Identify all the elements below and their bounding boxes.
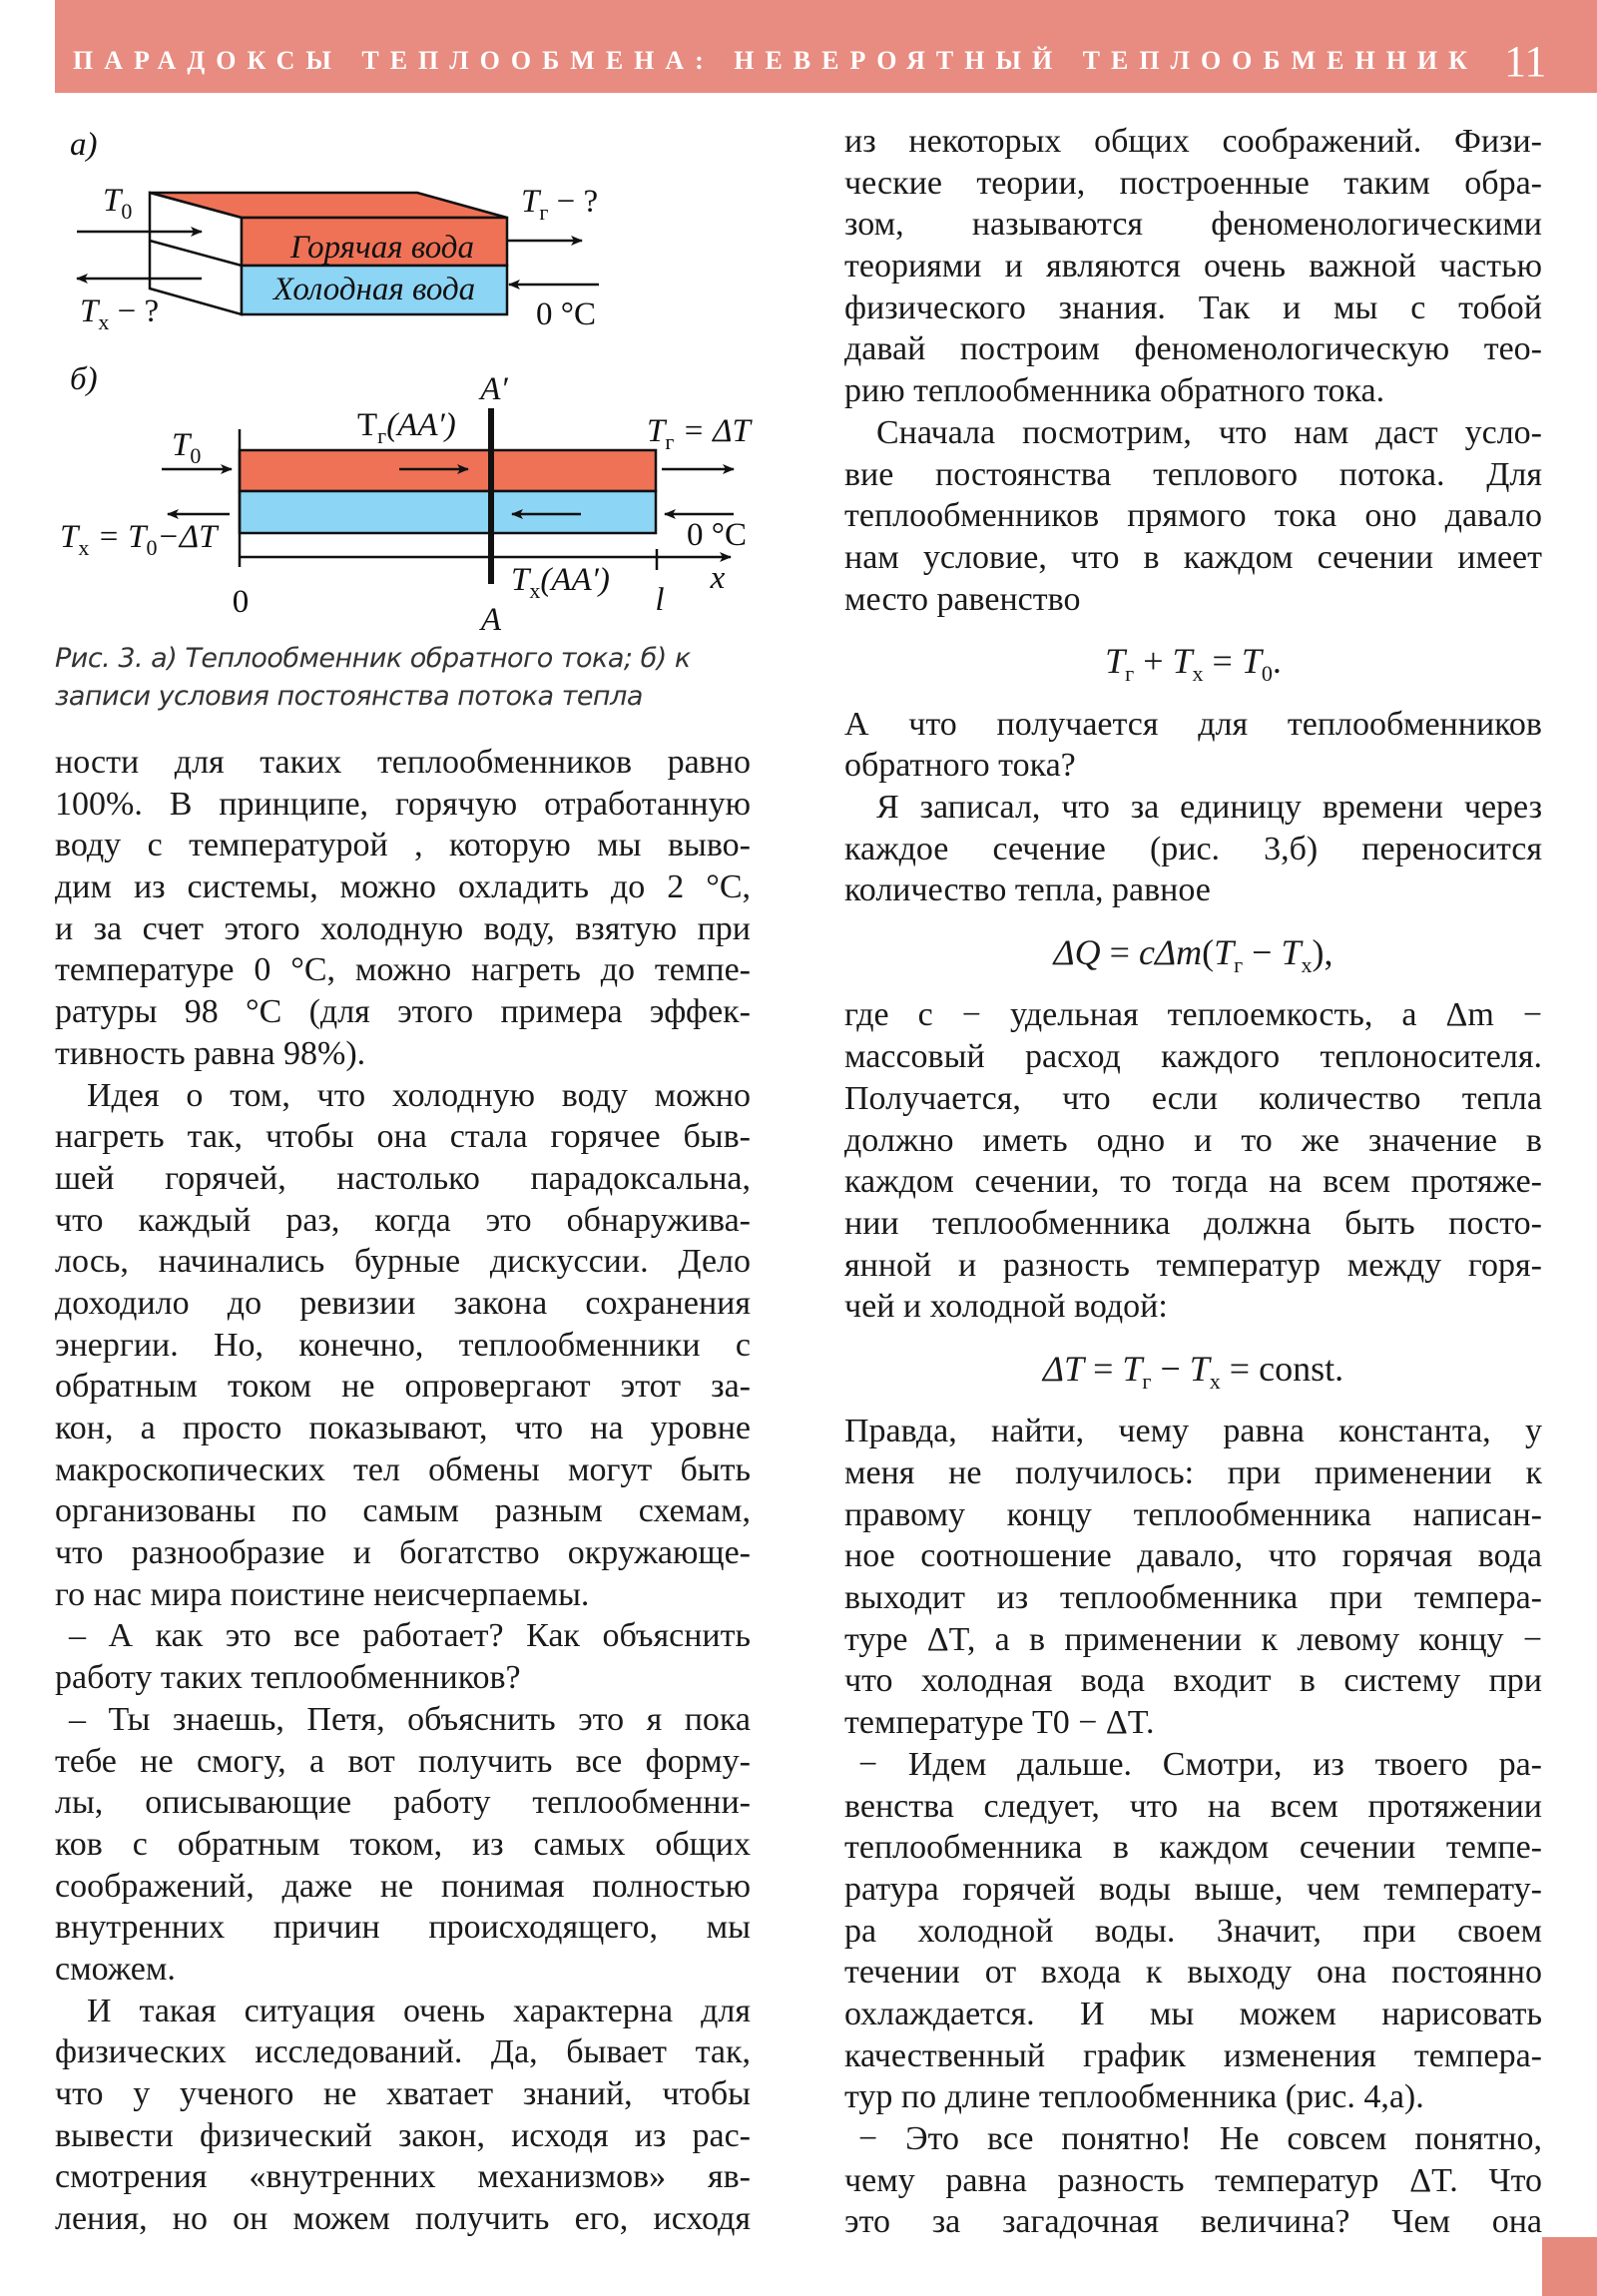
formula-part: 0 bbox=[1261, 661, 1273, 687]
text-line: лы, описывающие работу теплообменни- bbox=[55, 1784, 751, 1822]
formula-part: + bbox=[1134, 641, 1173, 682]
left-text-column bbox=[55, 742, 751, 2240]
text-line: шей горячей, настолько парадоксальна, bbox=[55, 1159, 751, 1197]
x-axis-label: x bbox=[710, 560, 726, 596]
formula-part: ΔQ bbox=[1053, 932, 1101, 973]
text-line: ности для таких теплообменников равно bbox=[55, 744, 751, 781]
text-line: ческие теории, построенные таким обра- bbox=[844, 164, 1542, 202]
text-line: что разнообразие и богатство окружающе- bbox=[55, 1534, 751, 1572]
formula-part: T bbox=[1122, 1348, 1143, 1389]
text-line: охлаждается. И мы можем нарисовать bbox=[844, 1995, 1542, 2032]
corner-decoration bbox=[1542, 2237, 1597, 2296]
text-line: вие постоянства теплового потока. Для bbox=[844, 455, 1542, 493]
formula-part: г bbox=[1142, 1368, 1152, 1394]
cold-water-channel bbox=[240, 491, 656, 533]
text-line: чему равна разность температур ΔT. Что bbox=[844, 2161, 1542, 2199]
figure-a-label: а) bbox=[70, 127, 98, 163]
text-line: тебе не смогу, а вот получить все форму- bbox=[55, 1742, 751, 1780]
text-line: дим из системы, можно охладить до 2 °С, bbox=[55, 868, 751, 906]
text-line: теплообменника в каждом сечении темпе- bbox=[844, 1829, 1542, 1867]
text-line: нам условие, что в каждом сечении имеет bbox=[844, 538, 1542, 576]
text-line: туре ΔT, а в применении к левому концу − bbox=[844, 1620, 1542, 1658]
header-title: ПАРАДОКСЫ ТЕПЛООБМЕНА: НЕВЕРОЯТНЫЙ ТЕПЛООБМЕННИК bbox=[73, 46, 1478, 75]
text-line: физических исследований. Да, бывает так, bbox=[55, 2033, 751, 2071]
formula-part: = const. bbox=[1220, 1348, 1344, 1389]
text-line: работу таких теплообменников? bbox=[55, 1659, 521, 1697]
hot-section-label: $T_г(AA')$ bbox=[357, 407, 456, 448]
text-line: вывести физический закон, исходя из рас- bbox=[55, 2116, 751, 2154]
formula-part: ), bbox=[1312, 932, 1333, 973]
text-line: тур по длине теплообменника (рис. 4,а). bbox=[844, 2078, 1424, 2116]
text-line: макроскопических тел обмены могут быть bbox=[55, 1450, 751, 1488]
text-line: венства следует, что на всем протяжении bbox=[844, 1787, 1542, 1825]
text-line: меня не получилось: при применении к bbox=[844, 1454, 1542, 1492]
a-prime-label: A′ bbox=[480, 371, 508, 407]
text-line: сможем. bbox=[55, 1950, 176, 1988]
cold-in-label: 0 °C bbox=[687, 517, 747, 553]
text-line: чей и холодной водой: bbox=[844, 1288, 1168, 1326]
text-line: что каждый раз, когда это обнаружива- bbox=[55, 1201, 751, 1239]
text-line: давай построим феноменологическую тео- bbox=[844, 330, 1542, 368]
formula-part: ( bbox=[1202, 932, 1215, 973]
hot-out-label: $T_г$ − ? bbox=[521, 184, 599, 225]
text-line: качественный график изменения темпера- bbox=[844, 2036, 1542, 2074]
right-text-column bbox=[844, 121, 1542, 2243]
text-line: нагреть так, чтобы она стала горячее быв- bbox=[55, 1118, 751, 1156]
text-line: – А как это все работает? Как объяснить bbox=[69, 1617, 751, 1655]
text-line: доходило до ревизии закона сохранения bbox=[55, 1284, 751, 1322]
formula-part: T bbox=[1241, 641, 1262, 682]
text-line: организованы по самым разным схемам, bbox=[55, 1492, 751, 1530]
text-line: каждом сечении, то тогда на всем протяже- bbox=[844, 1163, 1542, 1201]
formula-part: х bbox=[1209, 1368, 1221, 1394]
text-line: лось, начинались бурные дискуссии. Дело bbox=[55, 1243, 751, 1281]
formula-part: − bbox=[1243, 932, 1282, 973]
cold-out-label: $T_х$ − ? bbox=[80, 293, 160, 334]
text-line: должно иметь одно и то же значение в bbox=[844, 1121, 1542, 1159]
text-line: – Ты знаешь, Петя, объяснить это я пока bbox=[69, 1700, 751, 1738]
hot-water-label: Горячая вода bbox=[290, 230, 474, 266]
text-line: смотрения «внутренних механизмов» яв- bbox=[55, 2158, 751, 2196]
text-line: каждое сечение (рис. 3,б) переносится bbox=[844, 830, 1542, 867]
text-line: обратного тока? bbox=[844, 747, 1076, 785]
page-number: 11 bbox=[1504, 37, 1547, 86]
hot-out-label: $T_г = \Delta T$ bbox=[647, 413, 751, 454]
formula-part: = bbox=[1084, 1348, 1123, 1389]
formula-part: х bbox=[1301, 952, 1313, 978]
text-line: соображений, даже не понимая полностью bbox=[55, 1867, 751, 1905]
text-line: нии теплообменника должна быть посто- bbox=[844, 1204, 1542, 1242]
figure-3 bbox=[0, 0, 798, 639]
formula-part: г bbox=[1234, 952, 1244, 978]
text-line: ра холодной воды. Значит, при своем bbox=[844, 1912, 1542, 1950]
a-label: A bbox=[480, 602, 502, 638]
text-line: что у ученого не хватает знаний, чтобы bbox=[55, 2075, 751, 2112]
text-line: янной и разность температур между горя- bbox=[844, 1246, 1542, 1284]
formula-part: T bbox=[1189, 1348, 1210, 1389]
formula-part: cΔm bbox=[1138, 932, 1203, 973]
text-line: ков с обратным током, из самых общих bbox=[55, 1825, 751, 1863]
text-line: го нас мира поистине неисчерпаемы. bbox=[55, 1575, 590, 1613]
text-line: ратура горячей воды выше, чем температу- bbox=[844, 1870, 1542, 1908]
text-line: Сначала посмотрим, что нам даст усло- bbox=[876, 413, 1542, 451]
figure-caption bbox=[55, 640, 774, 716]
text-line: А что получается для теплообменников bbox=[844, 705, 1542, 743]
formula-part: х bbox=[1192, 661, 1204, 687]
origin-label: 0 bbox=[232, 584, 250, 620]
text-line: место равенство bbox=[844, 580, 1081, 618]
text-line: ное соотношение давало, что горячая вода bbox=[844, 1537, 1542, 1575]
text-line: рию теплообменника обратного тока. bbox=[844, 372, 1385, 410]
formula-part: T bbox=[1281, 932, 1302, 973]
formula-part: T bbox=[1105, 641, 1126, 682]
text-line: кон, а просто показывают, что на уровне bbox=[55, 1410, 751, 1446]
text-line: выходит из теплообменника при темпера- bbox=[844, 1579, 1542, 1617]
text-line: Я записал, что за единицу времени через bbox=[876, 789, 1542, 827]
text-line: ления, но он можем получить его, исходя bbox=[55, 2200, 751, 2238]
cold-out-label: $T_х = T_0-\Delta T$ bbox=[60, 519, 218, 560]
formula bbox=[844, 620, 1542, 703]
formula-part: − bbox=[1151, 1348, 1190, 1389]
cold-in-label: 0 °C bbox=[536, 296, 596, 332]
text-line: зом, называются феноменологическими bbox=[844, 206, 1542, 244]
text-line: ратуры 98 °С (для этого примера эффек- bbox=[55, 993, 751, 1031]
figure-b-label: б) bbox=[70, 361, 98, 397]
formula bbox=[844, 911, 1542, 994]
text-line: И такая ситуация очень характерна для bbox=[87, 1992, 751, 2029]
length-label: l bbox=[655, 582, 665, 618]
figure-b bbox=[60, 361, 754, 638]
t0-label: $T_0$ bbox=[172, 427, 202, 468]
text-line: − Это все понятно! Не совсем понятно, bbox=[858, 2120, 1542, 2158]
text-line: где c − удельная теплоемкость, а Δm − bbox=[844, 996, 1542, 1034]
formula-part: ΔT bbox=[1042, 1348, 1085, 1389]
text-line: что холодная вода входит в систему при bbox=[844, 1662, 1542, 1700]
text-line: правому концу теплообменника написан- bbox=[844, 1495, 1542, 1533]
cold-water-label: Холодная вода bbox=[272, 272, 476, 307]
t0-label: $T_0$ bbox=[103, 183, 133, 224]
formula-part: T bbox=[1172, 641, 1193, 682]
text-line: физического знания. Так и мы с тобой bbox=[844, 288, 1542, 326]
text-line: 100%. В принципе, горячую отработанную bbox=[55, 785, 751, 823]
formula bbox=[844, 1328, 1542, 1411]
text-line: энергии. Но, конечно, теплообменники с bbox=[55, 1326, 751, 1364]
text-line: количество тепла, равное bbox=[844, 871, 1211, 909]
text-line: температуре T0 − ΔT. bbox=[844, 1704, 1155, 1742]
text-line: воду с температурой , которую мы выво- bbox=[55, 827, 751, 864]
figure-a bbox=[70, 127, 599, 334]
text-line: и за счет этого холодную воду, взятую при bbox=[55, 909, 751, 947]
text-line: внутренних причин происходящего, мы bbox=[55, 1909, 751, 1947]
formula-part: . bbox=[1272, 641, 1282, 682]
text-line: это за загадочная величина? Чем она bbox=[844, 2203, 1542, 2241]
text-line: обратным током не опровергают этот за- bbox=[55, 1368, 751, 1406]
text-line: температуре 0 °С, можно нагреть до темпе- bbox=[55, 951, 751, 989]
text-line: Получается, что если количество тепла bbox=[844, 1079, 1542, 1117]
caption-line: Рис. 3. а) Теплообменник обратного тока; б) к bbox=[55, 643, 691, 674]
formula-part: = bbox=[1100, 932, 1139, 973]
text-line: тивность равна 98%). bbox=[55, 1034, 366, 1072]
text-line: массовый расход каждого теплоносителя. bbox=[844, 1038, 1542, 1076]
text-line: Правда, найти, чему равна константа, у bbox=[844, 1413, 1542, 1450]
text-line: течении от входа к выходу она постоянно bbox=[844, 1954, 1542, 1992]
formula-part: = bbox=[1203, 641, 1242, 682]
caption-line: записи условия постоянства потока тепла bbox=[55, 681, 643, 712]
text-line: Идея о том, что холодную воду можно bbox=[87, 1076, 751, 1114]
text-line: − Идем дальше. Смотри, из твоего ра- bbox=[858, 1745, 1542, 1783]
text-line: из некоторых общих соображений. Физи- bbox=[844, 123, 1542, 160]
formula-part: T bbox=[1214, 932, 1235, 973]
cold-section-label: $T_х(AA')$ bbox=[511, 562, 610, 603]
text-line: теориями и являются очень важной частью bbox=[844, 248, 1542, 286]
hot-water-channel bbox=[240, 450, 656, 491]
text-line: теплообменников прямого тока оно давало bbox=[844, 497, 1542, 535]
formula-part: г bbox=[1125, 661, 1135, 687]
